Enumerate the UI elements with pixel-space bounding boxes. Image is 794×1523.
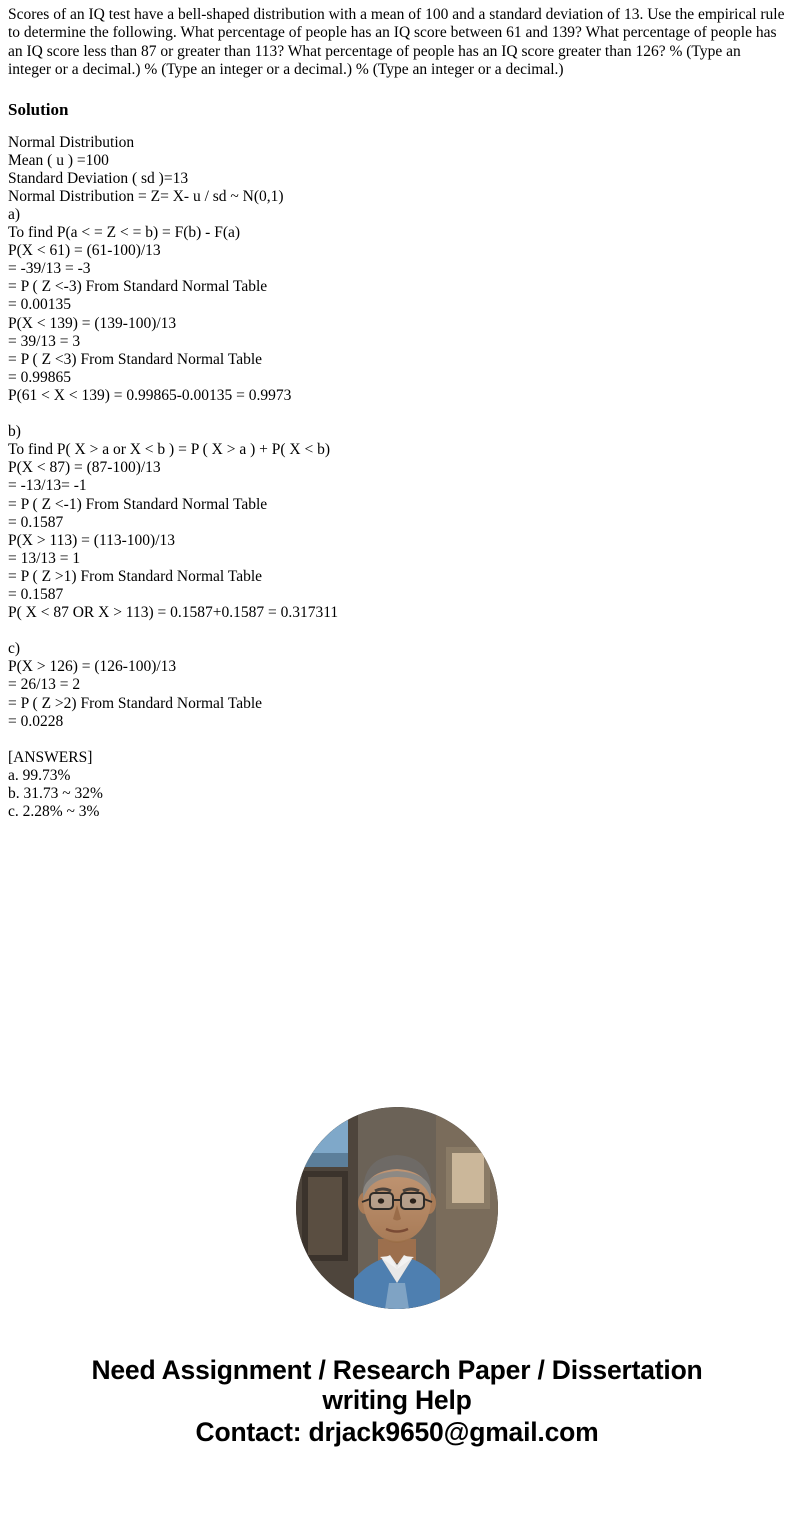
footer-headline-line1: Need Assignment / Research Paper / Dissertation: [91, 1355, 703, 1386]
solution-line: = P ( Z >1) From Standard Normal Table: [8, 567, 263, 585]
portrait-photo: [296, 1107, 498, 1309]
solution-line: P(X > 126) = (126-100)/13: [8, 658, 177, 676]
solution-line: P(X < 87) = (87-100)/13: [8, 459, 161, 477]
solution-line: Normal Distribution = Z= X- u / sd ~ N(0,1): [8, 187, 284, 205]
solution-line: = 0.1587: [8, 585, 64, 603]
solution-line: = P ( Z <-1) From Standard Normal Table: [8, 495, 268, 513]
solution-line-blank: [8, 731, 786, 749]
solution-line: = P ( Z >2) From Standard Normal Table: [8, 694, 263, 712]
solution-line: = 39/13 = 3: [8, 332, 81, 350]
solution-line: c): [8, 640, 21, 658]
solution-line: = 0.00135: [8, 296, 71, 314]
solution-line: [ANSWERS]: [8, 748, 93, 766]
solution-line: P(X < 139) = (139-100)/13: [8, 314, 177, 332]
solution-line: b. 31.73 ~ 32%: [8, 785, 103, 802]
solution-line: = P ( Z <-3) From Standard Normal Table: [8, 278, 268, 296]
solution-line: P(61 < X < 139) = 0.99865-0.00135 = 0.9973: [8, 386, 292, 404]
solution-line: = 0.99865: [8, 368, 71, 386]
solution-line-blank: [8, 622, 786, 640]
footer-contact-email: Contact: drjack9650@gmail.com: [195, 1417, 599, 1448]
solution-line: Standard Deviation ( sd )=13: [8, 169, 189, 187]
solution-line: a): [8, 206, 21, 223]
solution-line: P(X < 61) = (61-100)/13: [8, 242, 161, 260]
avatar: [296, 1107, 498, 1309]
solution-line: = P ( Z <3) From Standard Normal Table: [8, 350, 263, 368]
solution-heading: Solution: [8, 99, 69, 119]
solution-line: = 26/13 = 2: [8, 676, 81, 694]
avatar-container: [8, 1107, 786, 1309]
solution-line: = 0.0228: [8, 712, 64, 730]
solution-line-blank: [8, 405, 786, 423]
solution-line: a. 99.73%: [8, 766, 71, 784]
solution-line: To find P( X > a or X < b ) = P ( X > a ) + P( X < b): [8, 441, 331, 459]
solution-line: c. 2.28% ~ 3%: [8, 803, 100, 821]
solution-line: = -39/13 = -3: [8, 260, 91, 278]
footer-promo: [8, 1355, 786, 1447]
solution-line: b): [8, 423, 21, 441]
solution-line: = 13/13 = 1: [8, 549, 81, 567]
solution-line: Mean ( u ) =100: [8, 151, 109, 169]
solution-line: To find P(a < = Z < = b) = F(b) - F(a): [8, 224, 241, 242]
solution-line: = 0.1587: [8, 513, 64, 531]
question-text: Scores of an IQ test have a bell-shaped distribution with a mean of 100 and a standard deviation of 13. Use the empirical rule to determine the following. What percentage of people has an IQ score between 61 and 139? What percentage of people has an IQ score less than 87 or greater than 113? What percentage of people has an IQ score greater than 126? % (Type an integer or a decimal.) % (Type an integer or a decimal.) % (Type an integer or a decimal.): [8, 6, 785, 79]
solution-line: Normal Distribution: [8, 133, 135, 151]
solution-line: P(X > 113) = (113-100)/13: [8, 531, 176, 549]
solution-line: = -13/13= -1: [8, 477, 87, 495]
solution-line: P( X < 87 OR X > 113) = 0.1587+0.1587 = 0.317311: [8, 604, 339, 622]
footer-headline-line2: writing Help: [322, 1385, 472, 1416]
solution-body: [8, 134, 786, 822]
